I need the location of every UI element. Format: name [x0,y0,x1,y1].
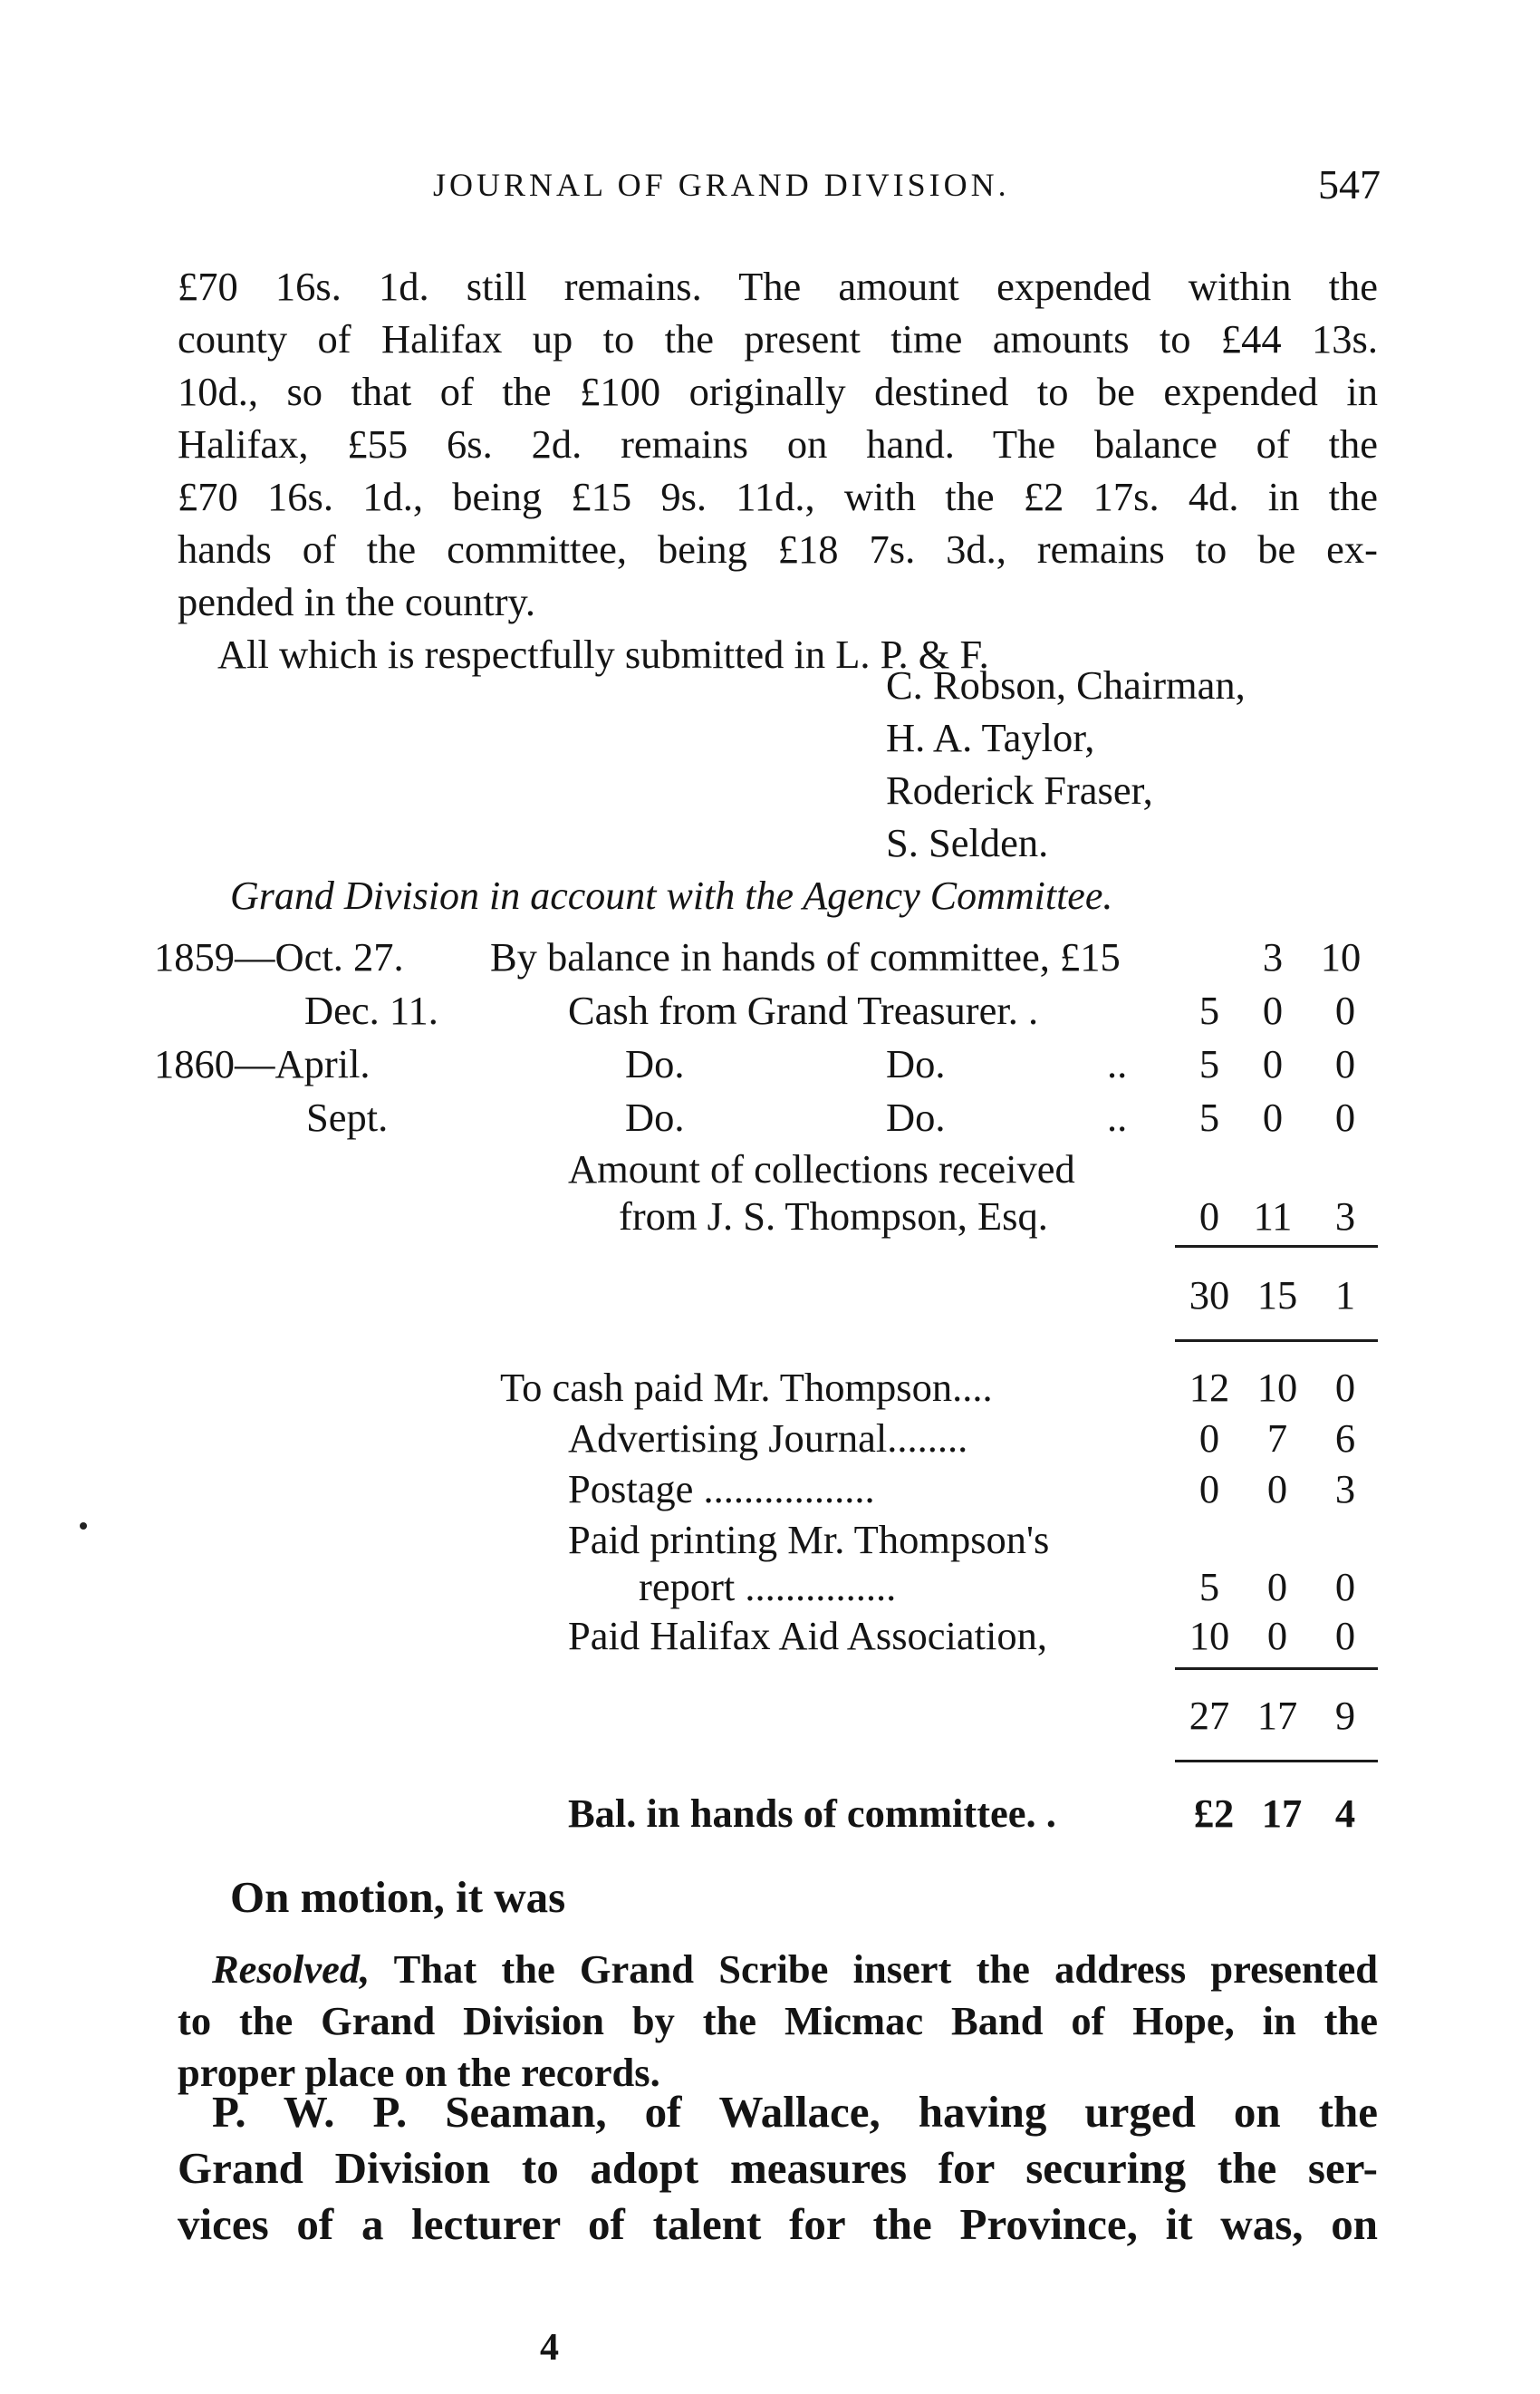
amount-shillings: 3 [1262,934,1284,980]
payment-desc: Paid printing Mr. Thompson's [568,1517,1050,1562]
amount-pence: 0 [1334,1095,1356,1140]
receipt-desc-ditto: Do. [886,1095,946,1140]
amount-shillings: 0 [1262,1041,1284,1086]
seaman-line: vices of a lecturer of talent for the Province, it was, on [178,2199,1378,2249]
receipt-date: 1859—Oct. 27. [154,934,404,980]
report-line: Halifax, £55 6s. 2d. remains on hand. The balance of the [178,421,1378,467]
amount-shillings: 7 [1266,1415,1288,1461]
report-line: county of Halifax up to the present time amounts to £44 13s. [178,316,1378,362]
amount-shillings: 0 [1266,1564,1288,1609]
receipt-date: Sept. [306,1095,389,1140]
payments-total-pounds: 27 [1189,1693,1230,1738]
resolved-paragraph [178,1944,1378,2099]
receipts-total-shillings: 15 [1256,1272,1298,1318]
amount-shillings: 0 [1262,1095,1284,1140]
receipt-desc-continued: from J. S. Thompson, Esq. [619,1193,1048,1239]
signature-line: H. A. Taylor, [886,715,1095,760]
resolved-line [178,1944,1378,1995]
ink-speck [80,1522,87,1530]
receipt-desc: Amount of collections received [568,1146,1075,1192]
signatures [886,659,1246,869]
signature-mark: 4 [540,2327,559,2369]
resolved-label: Resolved, [212,1946,371,1992]
page-number: 547 [1318,161,1381,208]
amount-pounds: 10 [1189,1613,1230,1658]
receipt-desc: Cash from Grand Treasurer. . [568,988,1039,1033]
total-rule [1175,1760,1378,1762]
balance-shillings: 17 [1261,1791,1303,1836]
total-rule [1175,1667,1378,1670]
receipt-desc: Do. [625,1041,685,1086]
amount-pence: 6 [1334,1415,1356,1461]
receipt-desc: Do. [625,1095,685,1140]
seaman-line: Grand Division to adopt measures for securing the ser- [178,2143,1378,2193]
amount-pence: 0 [1334,1564,1356,1609]
seaman-line: P. W. P. Seaman, of Wallace, having urged on the [212,2087,1378,2137]
amount-pounds: 0 [1198,1193,1220,1239]
amount-shillings: 0 [1266,1466,1288,1511]
amount-pounds: 5 [1198,988,1220,1033]
resolved-line: to the Grand Division by the Micmac Band of Hope, in the [178,1998,1378,2043]
signature-line: C. Robson, Chairman, [886,662,1246,708]
running-head [0,161,1540,220]
payments-total-pence: 9 [1334,1693,1356,1738]
payments-total-shillings: 17 [1256,1693,1298,1738]
report-line: £70 16s. 1d. still remains. The amount expended within the [178,264,1378,309]
report-line: £70 16s. 1d., being £15 9s. 11d., with the £2 17s. 4d. in the [178,474,1378,519]
receipt-date: Dec. 11. [304,988,438,1033]
amount-pence: 0 [1334,1613,1356,1658]
amount-pence: 3 [1334,1193,1356,1239]
leader-dots: .. [1107,1041,1128,1086]
amount-pence: 0 [1334,1041,1356,1086]
total-rule [1175,1339,1378,1342]
resolved-text: That the Grand Scribe insert the address presented [393,1946,1378,1992]
receipt-desc-ditto: Do. [886,1041,946,1086]
balance-desc: Bal. in hands of committee. . [568,1791,1056,1836]
payment-desc: Paid Halifax Aid Association, [568,1613,1048,1658]
amount-pounds: 0 [1198,1415,1220,1461]
amount-shillings: 0 [1266,1613,1288,1658]
amount-pounds: 0 [1198,1466,1220,1511]
receipts-total-pounds: 30 [1189,1272,1230,1318]
report-closing: All which is respectfully submitted in L. P. & F. [217,632,989,677]
report-line: hands of the committee, being £18 7s. 3d., remains to be ex- [178,526,1378,572]
amount-shillings: 10 [1256,1365,1298,1410]
signature-line: S. Selden. [886,820,1049,865]
signature-line: Roderick Fraser, [886,767,1153,813]
balance-pounds: £2 [1193,1791,1235,1836]
leader-dots: .. [1107,1095,1128,1140]
receipt-desc: By balance in hands of committee, £15 [490,934,1121,980]
amount-pounds: 5 [1198,1095,1220,1140]
balance-pence: 4 [1334,1791,1356,1836]
report-paragraph [178,260,1378,681]
amount-pence: 0 [1334,1365,1356,1410]
seaman-paragraph [178,2084,1378,2253]
resolved-line: proper place on the records. [178,2050,660,2095]
report-line: pended in the country. [178,579,536,624]
payment-desc: To cash paid Mr. Thompson.... [500,1365,993,1410]
payment-desc: Postage ................. [568,1466,875,1511]
account-title: Grand Division in account with the Agency Committee. [230,874,1113,918]
amount-pence: 3 [1334,1466,1356,1511]
amount-pounds: 5 [1198,1564,1220,1609]
amount-shillings: 0 [1262,988,1284,1033]
amount-pounds: 12 [1189,1365,1230,1410]
motion-intro: On motion, it was [230,1872,566,1922]
receipt-date: 1860—April. [154,1041,371,1086]
amount-shillings: 11 [1253,1193,1293,1239]
report-line: 10d., so that of the £100 originally destined to be expended in [178,369,1378,414]
payment-desc: Advertising Journal........ [568,1415,968,1461]
total-rule [1175,1245,1378,1248]
amount-pence: 0 [1334,988,1356,1033]
receipts-total-pence: 1 [1334,1272,1356,1318]
amount-pence: 10 [1320,934,1362,980]
payment-desc-continued: report ............... [639,1564,897,1609]
running-title: JOURNAL OF GRAND DIVISION. [433,167,1010,203]
amount-pounds: 5 [1198,1041,1220,1086]
